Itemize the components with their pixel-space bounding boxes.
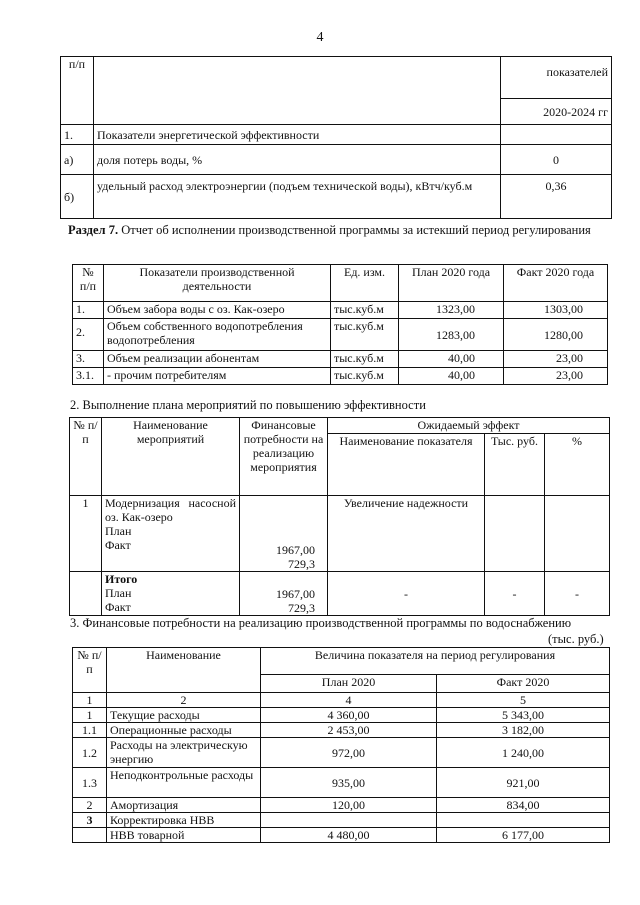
- row-fact: 1 240,00: [437, 738, 610, 768]
- col-header-finance: Финансовые потребности на реализацию мероприятия: [240, 418, 328, 496]
- row-value: 0,36: [501, 175, 612, 219]
- row-num: б): [61, 175, 94, 219]
- page-number: 4: [316, 30, 324, 45]
- fact-label: Факт: [105, 600, 131, 614]
- plan-value: 1967,00: [276, 587, 315, 601]
- row-plan: 4 360,00: [261, 708, 437, 723]
- section-2-heading: 2. Выполнение плана мероприятий по повышению эффективности: [70, 398, 426, 412]
- row-fact: 23,00: [504, 368, 608, 385]
- row-rub: [485, 496, 545, 572]
- row-name: Расходы на электрическую энергию: [107, 738, 261, 768]
- col-header-period: Величина показателя на период регулирования: [261, 648, 610, 675]
- row-fact: 5 343,00: [437, 708, 610, 723]
- row-fact: 3 182,00: [437, 723, 610, 738]
- section-7-title: Отчет об исполнении производственной программы за истекший период регулирования: [121, 223, 591, 237]
- row-plan: 2 453,00: [261, 723, 437, 738]
- index-cell: 4: [261, 693, 437, 708]
- col-header-indicator: Наименование показателя: [328, 434, 485, 496]
- row-name: Объем реализации абонентам: [104, 351, 331, 368]
- row-unit: тыс.куб.м: [331, 368, 399, 385]
- row-name: - прочим потребителям: [104, 368, 331, 385]
- row-num: 1: [70, 496, 102, 572]
- col-header-fact: Факт 2020 года: [504, 265, 608, 302]
- row-name: Объем забора воды с оз. Как-озеро: [104, 302, 331, 319]
- row-num: 1.2: [73, 738, 107, 768]
- col-header-fact: Факт 2020: [437, 675, 610, 693]
- row-num: 1: [73, 708, 107, 723]
- row-fact: 921,00: [437, 768, 610, 798]
- row-fact: [437, 813, 610, 828]
- row-unit: тыс.куб.м: [331, 351, 399, 368]
- section-3-units: (тыс. руб.): [548, 632, 604, 646]
- row-num: 2.: [73, 319, 104, 351]
- row-name: удельный расход электроэнергии (подъем технической воды), кВтч/куб.м: [94, 175, 501, 219]
- measure-name: Модернизация насосной оз. Как-озеро: [105, 496, 236, 524]
- index-cell: 1: [73, 693, 107, 708]
- row-plan: 972,00: [261, 738, 437, 768]
- row-plan: 120,00: [261, 798, 437, 813]
- col-header-num: № п/ п: [70, 418, 102, 496]
- row-num: 1.3: [73, 768, 107, 798]
- col-header-name: Наименование: [107, 648, 261, 693]
- col-header-name: [94, 57, 501, 125]
- row-plan: 1323,00: [399, 302, 504, 319]
- row-fact: 23,00: [504, 351, 608, 368]
- plan-value: 1967,00: [276, 543, 315, 557]
- row-value: [501, 125, 612, 145]
- row-name: Объем собственного водопотребления водопотребления: [104, 319, 331, 351]
- col-header-effect: Ожидаемый эффект: [328, 418, 610, 434]
- row-num: 3.1.: [73, 368, 104, 385]
- col-header-num: № п/п: [73, 648, 107, 693]
- row-num: [73, 828, 107, 843]
- fact-label: Факт: [105, 538, 131, 552]
- index-cell: 5: [437, 693, 610, 708]
- row-name: НВВ товарной: [107, 828, 261, 843]
- row-name: доля потерь воды, %: [94, 145, 501, 175]
- financial-needs-table: [72, 647, 610, 843]
- row-finance: [240, 496, 328, 572]
- col-header-unit: Ед. изм.: [331, 265, 399, 302]
- row-fact: 6 177,00: [437, 828, 610, 843]
- row-rub: -: [485, 572, 545, 616]
- row-name: Амортизация: [107, 798, 261, 813]
- col-header-period: 2020-2024 гг: [501, 99, 612, 125]
- row-num: [70, 572, 102, 616]
- row-unit: тыс.куб.м: [331, 302, 399, 319]
- section-3-heading: 3. Финансовые потребности на реализацию производственной программы по водоснабжению: [70, 616, 572, 630]
- row-num: а): [61, 145, 94, 175]
- row-fact: 1280,00: [504, 319, 608, 351]
- index-cell: 2: [107, 693, 261, 708]
- row-name: Корректировка НВВ: [107, 813, 261, 828]
- col-header-plan: План 2020 года: [399, 265, 504, 302]
- row-total: [102, 572, 240, 616]
- col-header-num: п/п: [61, 57, 94, 125]
- efficiency-measures-table: [69, 417, 610, 616]
- row-plan: [261, 813, 437, 828]
- col-header-indicators: показателей: [501, 57, 612, 99]
- col-header-indicator: Показатели производственной деятельности: [104, 265, 331, 302]
- col-header-plan: План 2020: [261, 675, 437, 693]
- row-name: Показатели энергетической эффективности: [94, 125, 501, 145]
- section-7-label: Раздел 7.: [68, 223, 119, 237]
- row-name: Операционные расходы: [107, 723, 261, 738]
- row-plan: 40,00: [399, 368, 504, 385]
- row-plan: 1283,00: [399, 319, 504, 351]
- row-finance: [240, 572, 328, 616]
- production-program-table: [72, 264, 608, 385]
- row-indicator: Увеличение надежности: [328, 496, 485, 572]
- row-name: Текущие расходы: [107, 708, 261, 723]
- col-header-measure: Наименование мероприятий: [102, 418, 240, 496]
- row-fact: 1303,00: [504, 302, 608, 319]
- row-pct: [545, 496, 610, 572]
- row-plan: 935,00: [261, 768, 437, 798]
- row-fact: 834,00: [437, 798, 610, 813]
- row-num: 2: [73, 798, 107, 813]
- row-measure: [102, 496, 240, 572]
- row-num: 1.1: [73, 723, 107, 738]
- plan-label: План: [105, 524, 132, 538]
- row-num: 3.: [73, 351, 104, 368]
- col-header-rub: Тыс. руб.: [485, 434, 545, 496]
- row-name: Неподконтрольные расходы: [107, 768, 261, 798]
- fact-value: 729,3: [288, 557, 315, 571]
- col-header-num: № п/п: [73, 265, 104, 302]
- row-plan: 40,00: [399, 351, 504, 368]
- fact-value: 729,3: [288, 601, 315, 615]
- energy-efficiency-table: [60, 56, 612, 219]
- col-header-pct: %: [545, 434, 610, 496]
- row-num: 1.: [61, 125, 94, 145]
- row-num: 1.: [73, 302, 104, 319]
- row-unit: тыс.куб.м: [331, 319, 399, 351]
- row-pct: -: [545, 572, 610, 616]
- plan-label: План: [105, 586, 132, 600]
- row-indicator: -: [328, 572, 485, 616]
- row-num: 3: [73, 813, 107, 828]
- row-plan: 4 480,00: [261, 828, 437, 843]
- row-value: 0: [501, 145, 612, 175]
- total-label: Итого: [105, 572, 138, 586]
- section-7-heading: [68, 221, 608, 240]
